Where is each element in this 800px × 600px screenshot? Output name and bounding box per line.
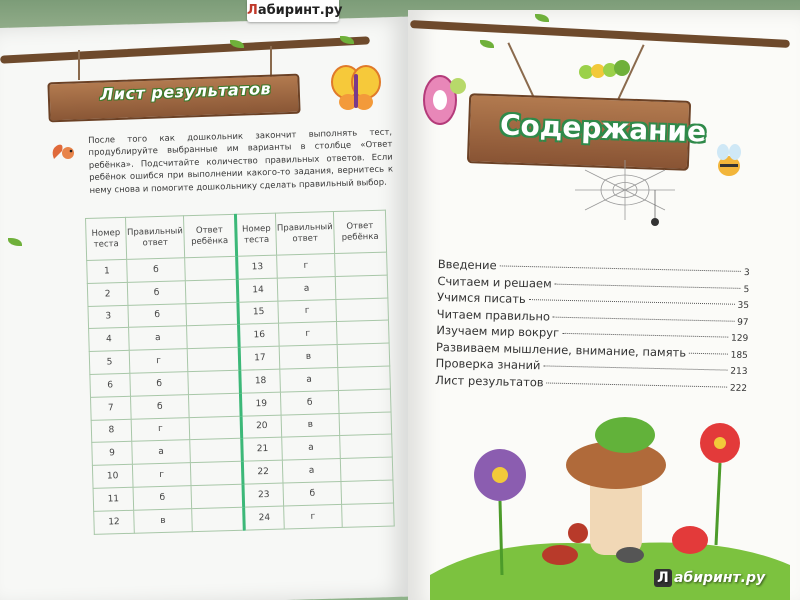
table-cell: [342, 503, 395, 527]
table-cell: [185, 256, 238, 280]
table-cell: 13: [237, 255, 278, 279]
table-cell: б: [280, 390, 339, 414]
table-cell: 22: [242, 460, 283, 484]
table-cell: [191, 484, 244, 508]
table-cell: в: [279, 345, 338, 369]
toc-label: Изучаем мир вокруг: [436, 322, 560, 340]
table-cell: б: [133, 486, 192, 510]
site-tag: Лабиринт.ру: [247, 0, 339, 22]
table-cell: [335, 252, 388, 276]
table-cell: 23: [243, 483, 284, 507]
spider-web-icon: [575, 160, 675, 230]
table-cell: 5: [89, 351, 130, 375]
table-cell: 14: [237, 278, 278, 302]
toc-leader: [555, 283, 741, 288]
bee-icon: [712, 142, 746, 178]
toc-page-number: 35: [737, 300, 750, 312]
toc-leader: [529, 299, 735, 305]
table-cell: 15: [238, 301, 279, 325]
toc-page-number: 3: [743, 267, 750, 279]
results-table: [85, 210, 395, 535]
table-cell: в: [134, 508, 193, 532]
table-cell: [335, 275, 388, 299]
toc-label: Считаем и решаем: [437, 273, 552, 291]
table-cell: 10: [92, 464, 133, 488]
table-cell: а: [280, 367, 339, 391]
col-header: Номер теста: [86, 217, 127, 260]
table-cell: [338, 389, 391, 413]
table-cell: б: [283, 481, 342, 505]
table-cell: 11: [93, 487, 134, 511]
table-cell: г: [132, 463, 191, 487]
table-cell: [190, 461, 243, 485]
toc-label: Введение: [437, 257, 497, 273]
table-cell: [185, 279, 238, 303]
table-cell: 21: [242, 437, 283, 461]
table-cell: [186, 302, 239, 326]
instructions-text: После того как дошкольник закончит выполнять тест, продублируйте выбранные им варианты в столбце «Ответ ребёнка». Подсчитайте количество правильных ответов. Если ребёнок ошибся при выполнении какого-то задания, вернитесь к нему снова и помогите дошкольнику сделать правильный выбор.: [88, 127, 394, 196]
toc-page-number: 97: [737, 317, 749, 328]
table-cell: 19: [240, 392, 281, 416]
table-cell: 18: [240, 369, 281, 393]
table-cell: б: [128, 303, 187, 327]
toc-label: Лист результатов: [435, 372, 544, 389]
table-cell: а: [277, 276, 336, 300]
table-cell: 8: [91, 419, 132, 443]
table-cell: [338, 366, 391, 390]
table-cell: 20: [241, 415, 282, 439]
table-cell: [188, 393, 241, 417]
col-header: Правильный ответ: [275, 212, 334, 256]
toc-leader: [547, 382, 727, 387]
table-cell: [188, 370, 241, 394]
table-of-contents: [435, 257, 750, 396]
toc-page-number: 185: [730, 350, 748, 361]
table-cell: 3: [88, 305, 129, 329]
table-cell: а: [129, 326, 188, 350]
table-cell: б: [130, 372, 189, 396]
table-cell: [192, 507, 245, 531]
toc-label: Учимся писать: [436, 289, 526, 306]
table-cell: а: [132, 440, 191, 464]
toc-page-number: 129: [730, 333, 749, 345]
col-header: Правильный ответ: [125, 216, 184, 260]
toc-label: Читаем правильно: [436, 306, 551, 324]
table-cell: [190, 439, 243, 463]
table-cell: б: [127, 258, 186, 282]
toc-label: Развиваем мышление, внимание, память: [435, 339, 687, 360]
table-cell: г: [131, 417, 190, 441]
caterpillar-icon: [578, 58, 632, 80]
table-cell: [340, 434, 393, 458]
table-cell: 12: [94, 510, 135, 534]
toc-page-number: 213: [730, 366, 748, 378]
table-cell: [337, 343, 390, 367]
table-cell: г: [278, 299, 337, 323]
table-cell: 4: [89, 328, 130, 352]
table-cell: б: [130, 394, 189, 418]
table-cell: [187, 325, 240, 349]
watermark: Л абиринт.ру: [654, 569, 765, 587]
table-cell: г: [279, 322, 338, 346]
table-cell: [189, 416, 242, 440]
table-cell: 24: [244, 506, 285, 530]
rope: [270, 46, 272, 78]
col-header: Ответ ребёнка: [333, 210, 386, 253]
table-body: [87, 252, 395, 534]
table-cell: [340, 457, 393, 481]
col-header: Ответ ребёнка: [183, 214, 236, 257]
table-cell: [336, 320, 389, 344]
col-header: Номер теста: [235, 213, 276, 256]
toc-leader: [689, 352, 728, 354]
rope: [78, 50, 80, 80]
butterfly-icon: [422, 72, 472, 130]
table-cell: 16: [239, 324, 280, 348]
table-cell: 6: [90, 373, 131, 397]
toc-label: Проверка знаний: [435, 355, 541, 373]
toc-leader: [553, 316, 734, 321]
table-cell: [341, 480, 394, 504]
toc-leader: [500, 265, 741, 271]
toc-leader: [562, 333, 728, 338]
table-cell: [336, 298, 389, 322]
page-title: Содержание: [499, 108, 707, 149]
table-cell: 1: [87, 259, 128, 283]
table-cell: [339, 412, 392, 436]
table-cell: г: [129, 349, 188, 373]
table-cell: 7: [91, 396, 132, 420]
table-cell: г: [284, 504, 343, 528]
toc-leader: [543, 365, 727, 370]
page-title: Лист результатов: [99, 79, 272, 104]
table-cell: б: [127, 281, 186, 305]
table-cell: а: [282, 459, 341, 483]
table-cell: 17: [239, 346, 280, 370]
table-cell: а: [282, 436, 341, 460]
toc-page-number: 5: [743, 284, 750, 295]
table-cell: 2: [87, 282, 128, 306]
table-cell: г: [277, 254, 336, 278]
squirrel-icon: [50, 141, 78, 163]
butterfly-icon: [330, 64, 382, 112]
table-cell: [187, 347, 240, 371]
table-cell: в: [281, 413, 340, 437]
toc-page-number: 222: [729, 383, 748, 394]
table-cell: 9: [92, 442, 133, 466]
